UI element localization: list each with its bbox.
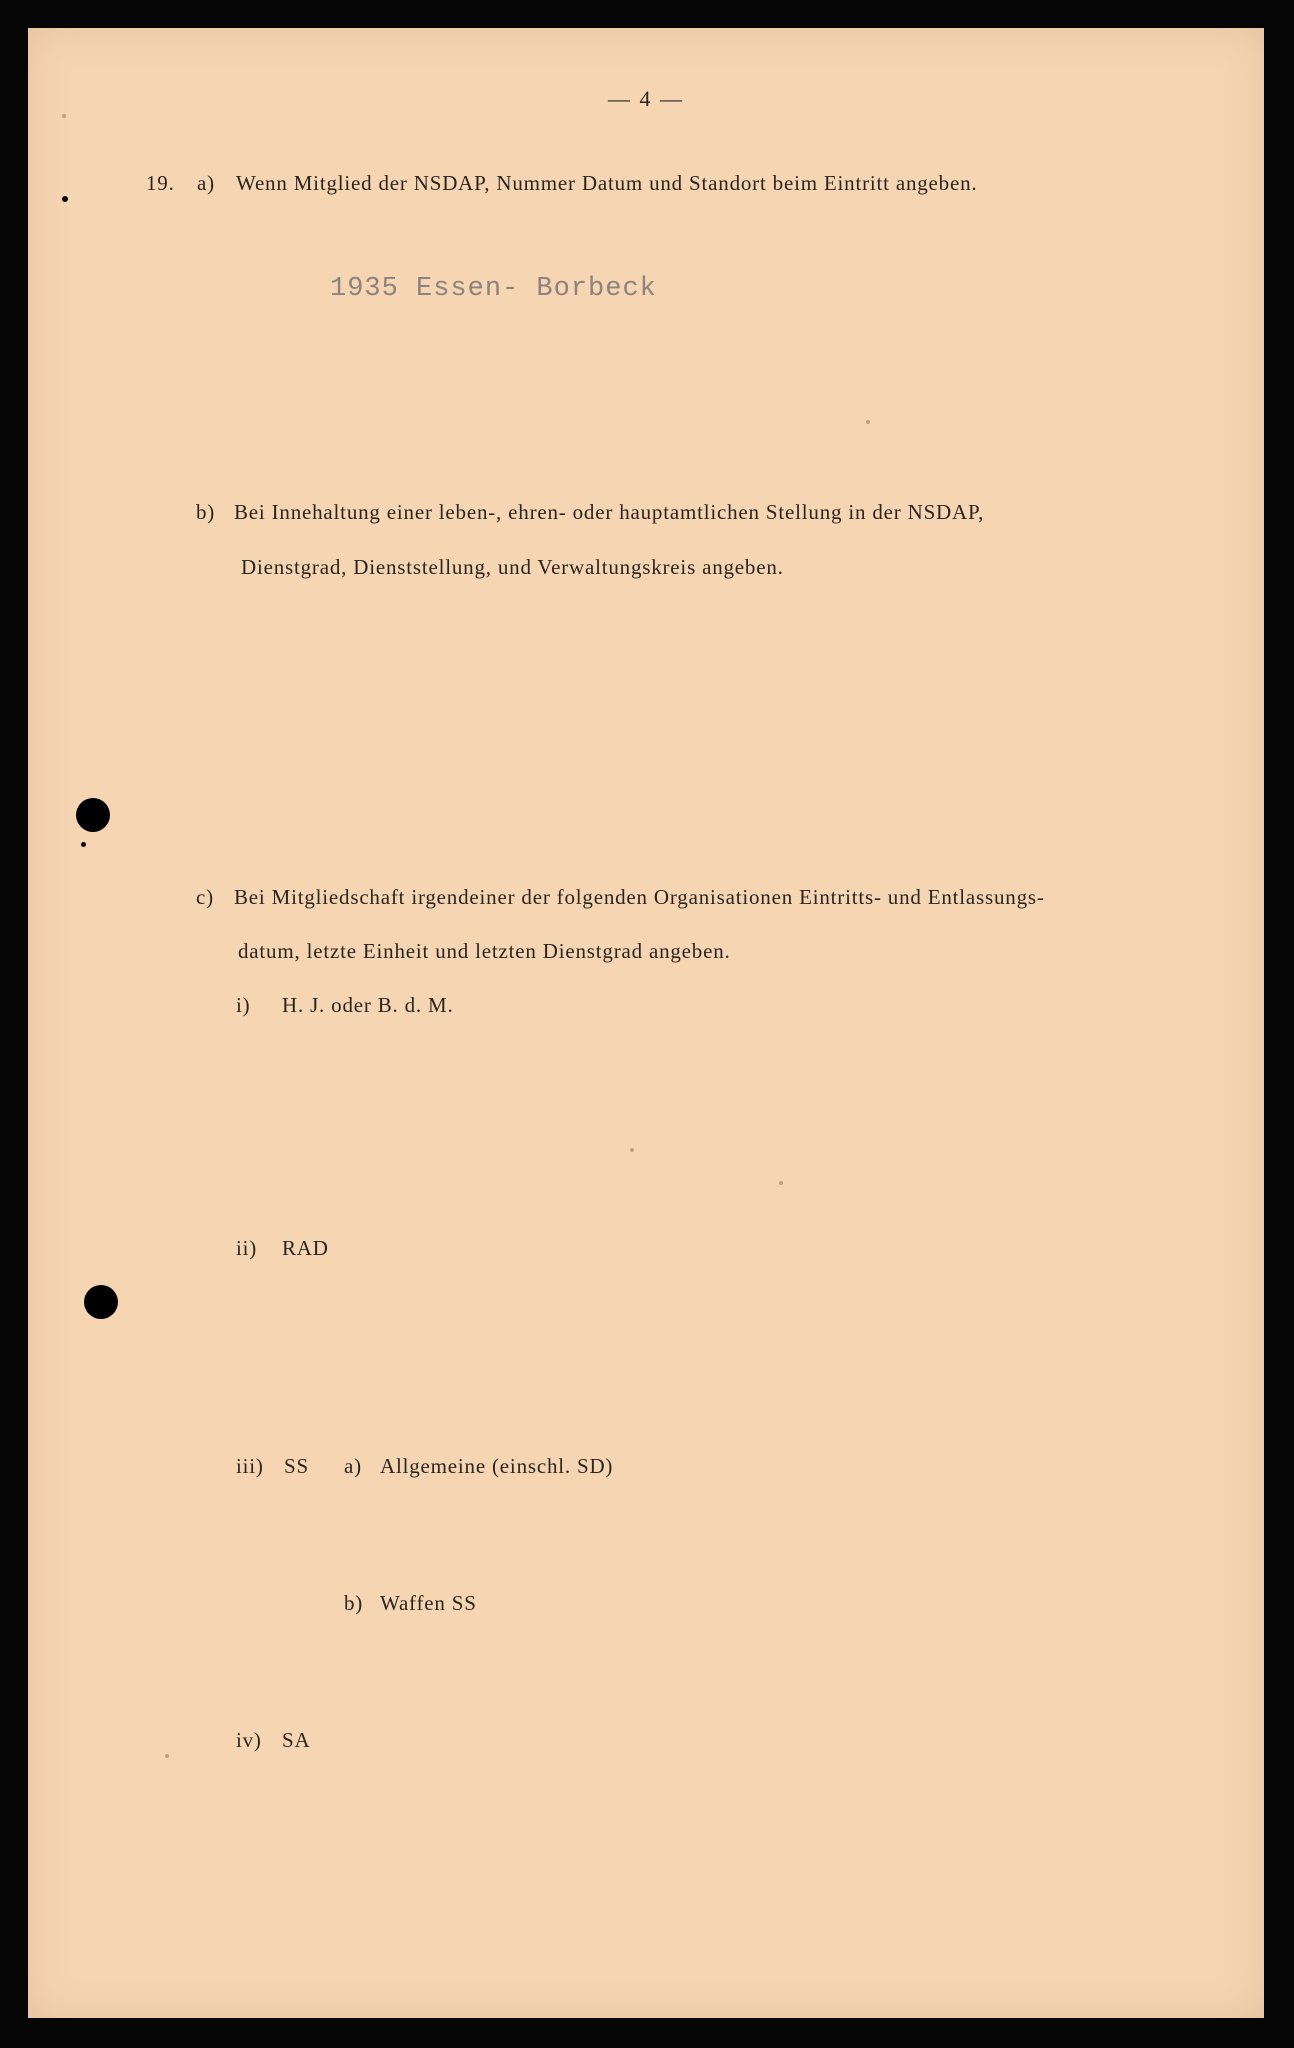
ss-sub-label-b: b) — [344, 1591, 364, 1615]
q19c-line1: Bei Mitgliedschaft irgendeiner der folgenden Organisationen Eintritts- und Entlassungs- — [234, 885, 1045, 909]
ink-dot — [81, 842, 86, 847]
paper-speck — [62, 114, 66, 118]
q19b-line2: Dienstgrad, Dienststellung, und Verwaltungskreis angeben. — [241, 555, 784, 579]
q19c-label: c) — [196, 885, 214, 909]
ss-allgemeine: Allgemeine (einschl. SD) — [380, 1454, 614, 1478]
q19a-label: a) — [197, 171, 215, 195]
q19a-text: Wenn Mitglied der NSDAP, Nummer Datum und Standort beim Eintritt angeben. — [236, 171, 978, 195]
paper-speck — [630, 1148, 634, 1152]
item-sa: SA — [282, 1728, 311, 1752]
item-hj-bdm: H. J. oder B. d. M. — [282, 993, 454, 1017]
question-number: 19. — [146, 171, 175, 195]
q19a-answer: 1935 Essen- Borbeck — [330, 274, 657, 304]
document-page — [28, 28, 1264, 2018]
q19b-line1: Bei Innehaltung einer leben-, ehren- oder hauptamtlichen Stellung in der NSDAP, — [234, 500, 985, 524]
paper-speck — [165, 1754, 169, 1758]
item-rad: RAD — [282, 1236, 329, 1260]
ink-dot — [62, 196, 68, 202]
punch-hole — [84, 1285, 118, 1319]
punch-hole — [76, 798, 110, 832]
paper-speck — [779, 1181, 783, 1185]
item-label-iv: iv) — [236, 1728, 262, 1752]
paper-speck — [866, 420, 870, 424]
ss-waffen: Waffen SS — [380, 1591, 477, 1615]
page-number: — 4 — — [608, 86, 684, 111]
q19c-line2: datum, letzte Einheit und letzten Dienstgrad angeben. — [238, 939, 731, 963]
item-label-ii: ii) — [236, 1236, 258, 1260]
ss-sub-label-a: a) — [344, 1454, 362, 1478]
item-label-iii: iii) — [236, 1454, 264, 1478]
q19b-label: b) — [196, 500, 216, 524]
item-ss: SS — [284, 1454, 309, 1478]
item-label-i: i) — [236, 993, 251, 1017]
